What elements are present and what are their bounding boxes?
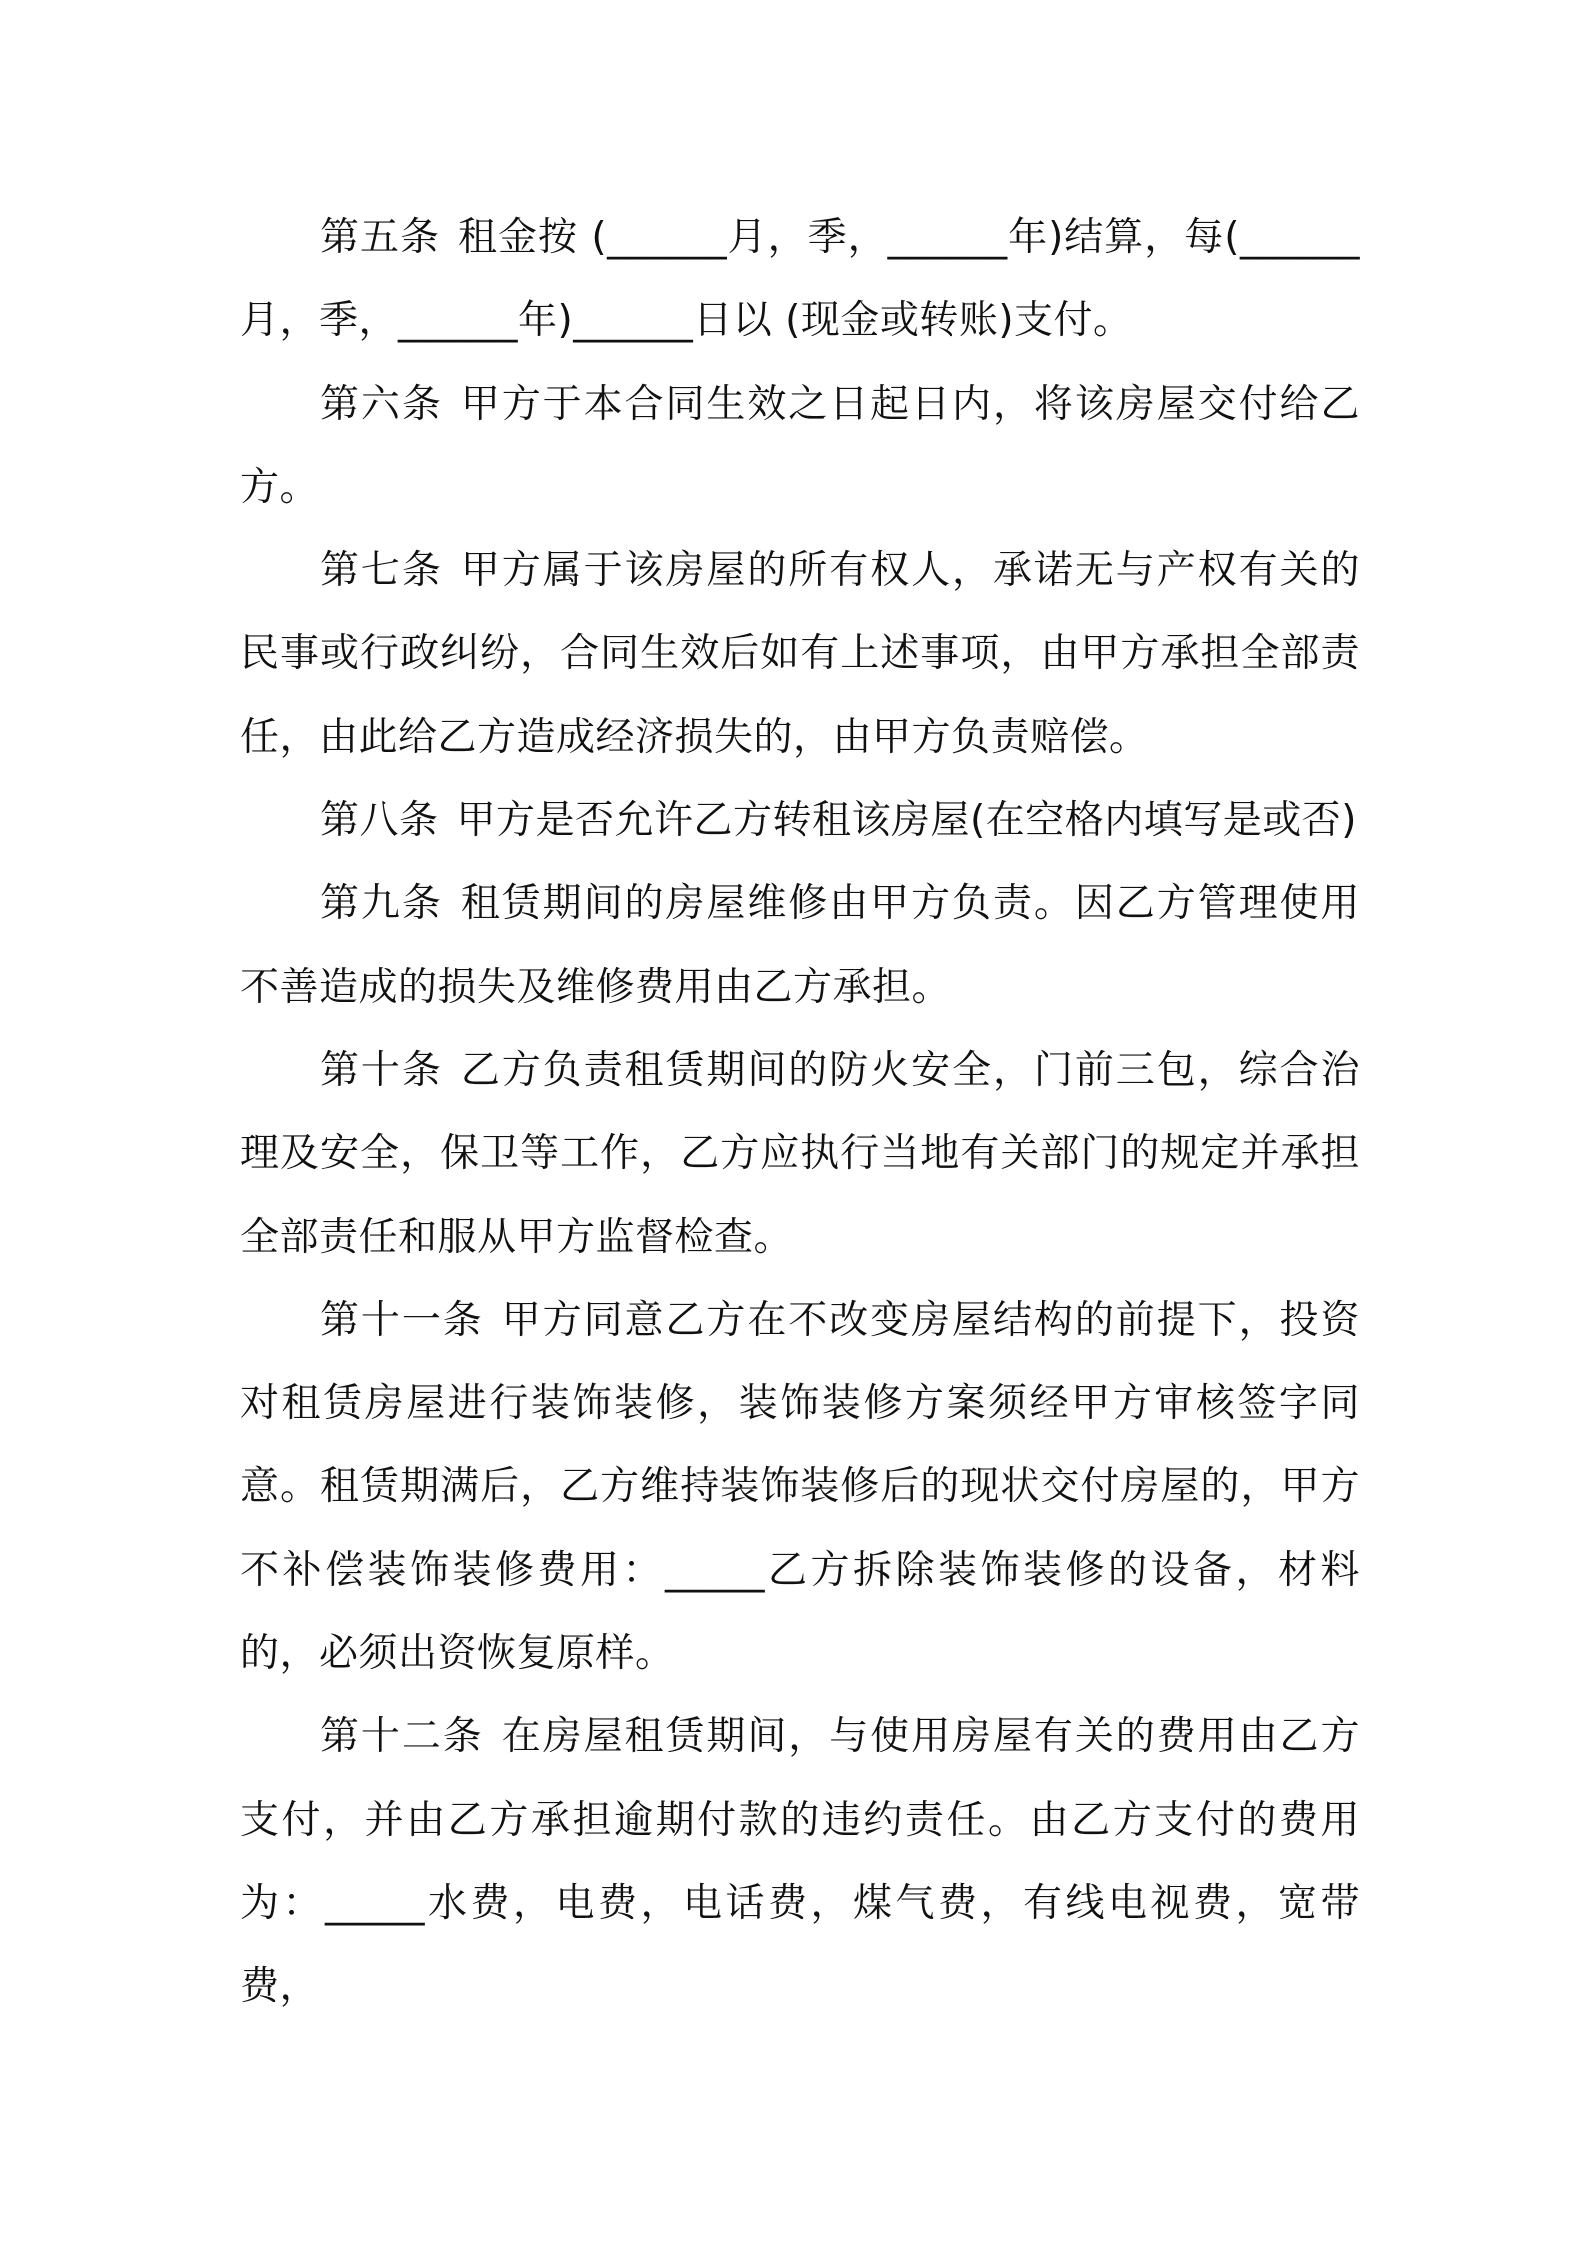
article-number: 第九条 [320,881,443,927]
article-text: 租赁期间的房屋维修由甲方负责。因乙方管理使用不善造成的损失及维修费用由乙方承担。 [240,881,1360,1010]
article-number: 第五条 [320,215,440,260]
article-number: 第十二条 [320,1714,484,1760]
article-10 [240,1029,1360,1279]
article-text: 在房屋租赁期间，与使用房屋有关的费用由乙方支付，并由乙方承担逾期付款的违约责任。由乙方支付的费用为：_____水费，电费，电话费，煤气费，有线电视费，宽带费， [240,1714,1360,2010]
article-number: 第十一条 [320,1297,484,1343]
article-6 [240,363,1360,530]
article-text: 甲方属于该房屋的所有权人，承诺无与产权有关的民事或行政纠纷，合同生效后如有上述事项，由甲方承担全部责任，由此给乙方造成经济损失的，由甲方负责赔偿。 [240,548,1360,760]
article-text: 甲方是否允许乙方转租该房屋(在空格内填写是或否) [456,798,1357,844]
article-text: 甲方于本合同生效之日起日内，将该房屋交付给乙方。 [240,381,1360,510]
document-body [240,196,1360,2029]
article-number: 第十条 [320,1047,443,1093]
article-7 [240,529,1360,779]
article-text: 租金按 (______月，季，______年)结算，每(______月，季，______年)______日以 (现金或转账)支付。 [240,215,1360,344]
article-text: 乙方负责租赁期间的防火安全，门前三包，综合治理及安全，保卫等工作，乙方应执行当地有关部门的规定并承担全部责任和服从甲方监督检查。 [240,1047,1360,1260]
article-text: 甲方同意乙方在不改变房屋结构的前提下，投资对租赁房屋进行装饰装修，装饰装修方案须经甲方审核签字同意。租赁期满后，乙方维持装饰装修后的现状交付房屋的，甲方不补偿装饰装修费用：_____乙方拆除装饰装修的设备，材料的，必须出资恢复原样。 [240,1297,1360,1677]
article-9 [240,862,1360,1029]
article-8 [240,779,1360,862]
article-5 [240,196,1360,363]
article-number: 第六条 [320,381,443,427]
article-12 [240,1695,1360,2028]
article-11 [240,1279,1360,1695]
article-number: 第七条 [320,548,443,594]
article-number: 第八条 [320,798,439,844]
